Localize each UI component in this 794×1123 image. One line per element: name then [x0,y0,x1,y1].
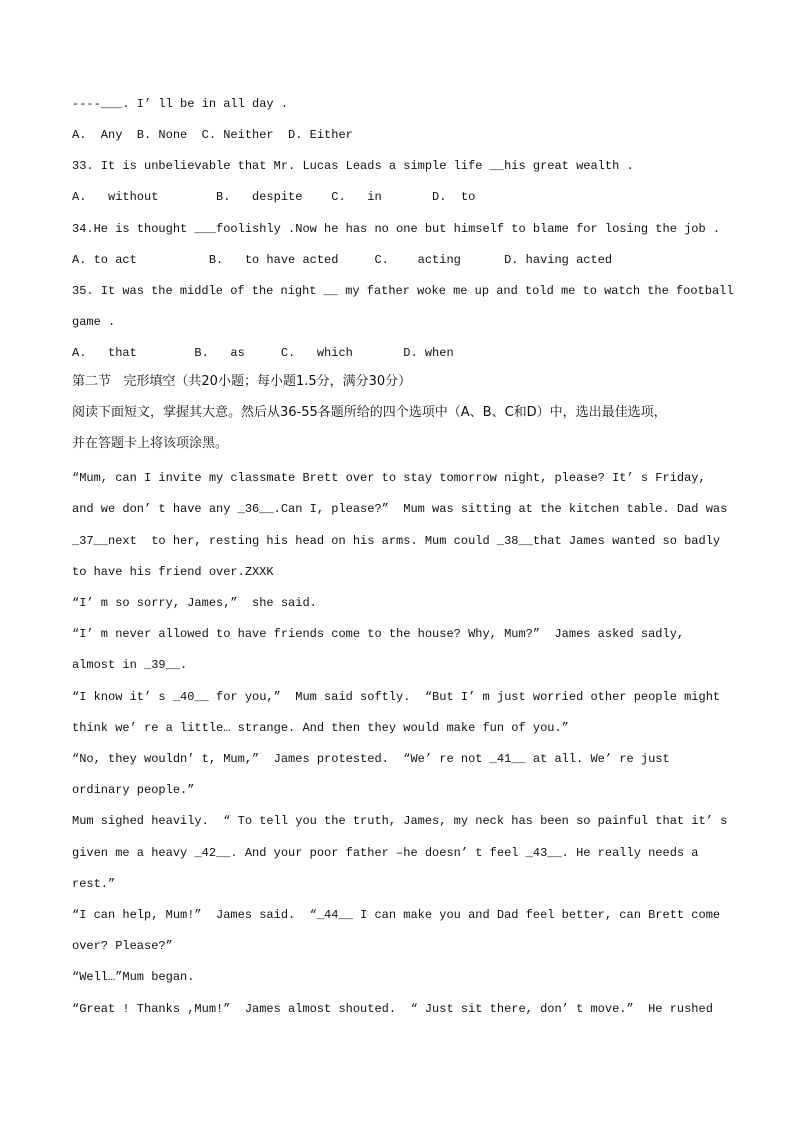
passage-line: over? Please?” [72,939,173,953]
q32-stem-end: ----___. I’ ll be in all day . [72,97,289,111]
passage-line: almost in _39__. [72,658,188,672]
passage-line: and we don’ t have any _36__.Can I, please?” Mum was sitting at the kitchen table. Dad was [72,502,728,516]
instructions-line-1: 阅读下面短文，掌握其大意。然后从36-55各题所给的四个选项中（A、B、C和D）中，选出最佳选项， [72,405,667,420]
q34-options: A. to act B. to have acted C. acting D. having acted [72,253,613,267]
passage-line: ordinary people.” [72,783,195,797]
passage-line: “I’ m so sorry, James,” she said. [72,596,317,610]
q35-stem: 35. It was the middle of the night __ my father woke me up and told me to watch the football [72,284,734,298]
instructions-line-2: 并在答题卡上将该项涂黑。 [72,436,229,451]
passage-line: think we’ re a little… strange. And then they would make fun of you.” [72,721,569,735]
q34-stem: 34.He is thought ___foolishly .Now he has no one but himself to blame for losing the job . [72,222,721,236]
q33-options: A. without B. despite C. in D. to [72,190,476,204]
q35-options: A. that B. as C. which D. when [72,346,454,360]
passage-line: to have his friend over.ZXXK [72,565,274,579]
passage-line: Mum sighed heavily. “ To tell you the truth, James, my neck has been so painful that it’ s [72,814,728,828]
passage-line: rest.” [72,877,116,891]
passage-line: given me a heavy _42__. And your poor father –he doesn’ t feel _43__. He really needs a [72,846,699,860]
passage-line: “I know it’ s _40__ for you,” Mum said softly. “But I’ m just worried other people might [72,690,721,704]
q35-stem-cont: game . [72,315,116,329]
passage-line: “Great ! Thanks ,Mum!” James almost shouted. “ Just sit there, don’ t move.” He rushed [72,1002,713,1016]
passage-line: “I’ m never allowed to have friends come to the house? Why, Mum?” James asked sadly, [72,627,685,641]
passage-line: “No, they wouldn’ t, Mum,” James protested. “We’ re not _41__ at all. We’ re just [72,752,670,766]
section-heading: 第二节 完形填空（共20小题；每小题1.5分，满分30分） [72,374,412,389]
passage-line: “Well…”Mum began. [72,970,195,984]
q32-options: A. Any B. None C. Neither D. Either [72,128,353,142]
passage-line: “Mum, can I invite my classmate Brett over to stay tomorrow night, please? It’ s Friday, [72,471,706,485]
passage-line: “I can help, Mum!” James said. “_44__ I can make you and Dad feel better, can Brett come [72,908,721,922]
q33-stem: 33. It is unbelievable that Mr. Lucas Leads a simple life __his great wealth . [72,159,634,173]
passage-line: _37__next to her, resting his head on his arms. Mum could _38__that James wanted so badly [72,534,721,548]
